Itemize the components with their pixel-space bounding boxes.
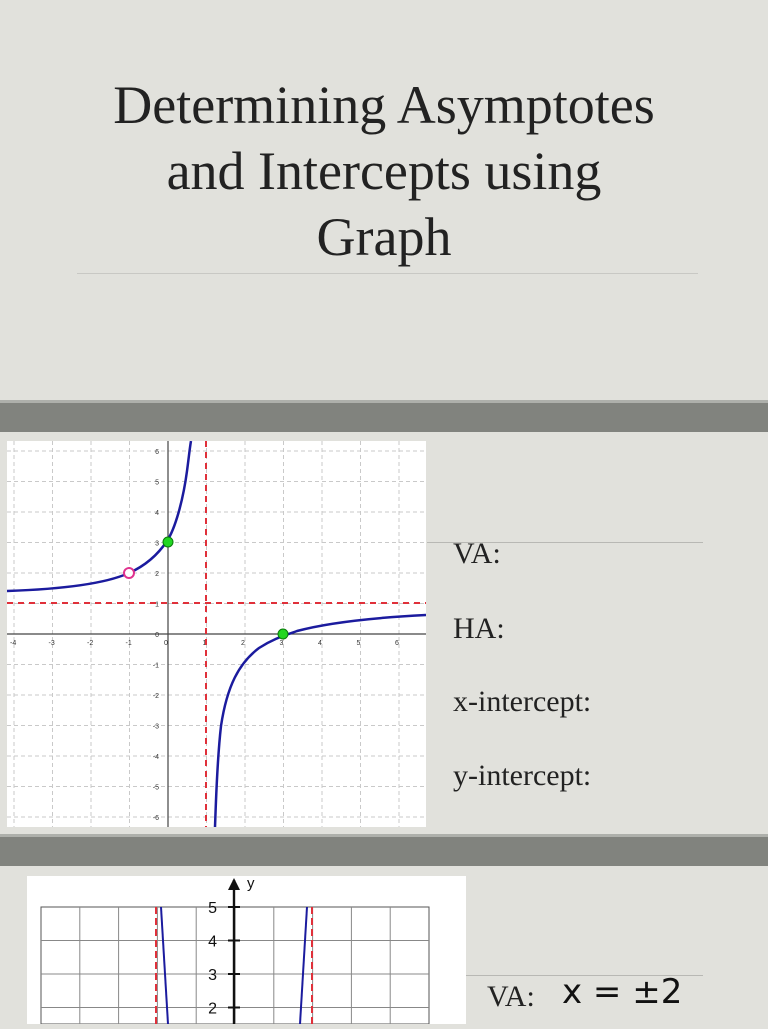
y-tick-label: 4 (155, 510, 159, 517)
slide-title (0, 72, 768, 270)
va-label: VA: (453, 537, 501, 570)
x-tick-label: -3 (48, 640, 55, 647)
x-tick-label: -2 (87, 640, 94, 647)
ha-label: HA: (453, 612, 505, 645)
curve-branch-left (161, 907, 168, 1024)
x-tick-label: 1 (202, 640, 207, 647)
x-tick-label: 0 (164, 640, 168, 647)
y-tick-label: -5 (152, 784, 159, 792)
y-tick-label: -1 (152, 662, 159, 670)
x-tick-label: 5 (356, 640, 361, 647)
y-intercept-point (163, 537, 173, 547)
y-tick-label: 3 (208, 967, 217, 984)
slide-separator-2 (0, 837, 768, 866)
hole-point (124, 568, 134, 578)
graph-image (7, 441, 426, 827)
title-line-1: Determining Asymptotes (113, 75, 655, 135)
y-tick-label: 1 (155, 601, 159, 609)
y-tick-label: 2 (208, 1000, 217, 1018)
x-tick-label: 2 (241, 640, 245, 647)
y-tick-labels (153, 449, 159, 822)
y-tick-label: 3 (155, 540, 159, 548)
title-line-3: Graph (316, 207, 452, 267)
rational-function-graph (7, 441, 426, 827)
y-tick-label: -4 (152, 754, 159, 761)
y-tick-label: 4 (208, 933, 217, 951)
graph-image-2 (27, 876, 466, 1024)
slide-separator (0, 403, 768, 432)
y-tick-label: 6 (155, 449, 159, 456)
x-tick-label: -1 (125, 640, 132, 647)
x-tick-label: 6 (395, 640, 399, 647)
y-tick-label: 5 (208, 900, 217, 917)
y-axis-label: y (247, 876, 255, 892)
x-intercept-point (278, 629, 288, 639)
va-answer: x = ±2 (562, 972, 683, 1012)
y-tick-label: 2 (155, 571, 159, 578)
y-tick-label: -3 (152, 723, 159, 731)
va-label-2: VA: (487, 980, 535, 1013)
title-line-2: and Intercepts using (166, 141, 602, 201)
y-tick-label: 5 (155, 479, 159, 487)
curve-branch-right (300, 907, 307, 1024)
title-divider (77, 273, 698, 274)
x-tick-label: -4 (10, 640, 17, 647)
x-tick-label: 3 (279, 640, 284, 647)
y-axis-arrow-icon (228, 878, 240, 890)
x-intercept-label: x-intercept: (453, 685, 592, 718)
y-intercept-label: y-intercept: (453, 759, 592, 792)
x-tick-label: 4 (318, 640, 322, 647)
y-tick-label: -2 (152, 693, 159, 700)
even-function-graph (27, 876, 466, 1024)
y-tick-label: -6 (152, 815, 159, 822)
curve-left-branch (7, 441, 191, 591)
y-tick-label: 0 (155, 632, 159, 639)
x-tick-labels (10, 640, 399, 647)
